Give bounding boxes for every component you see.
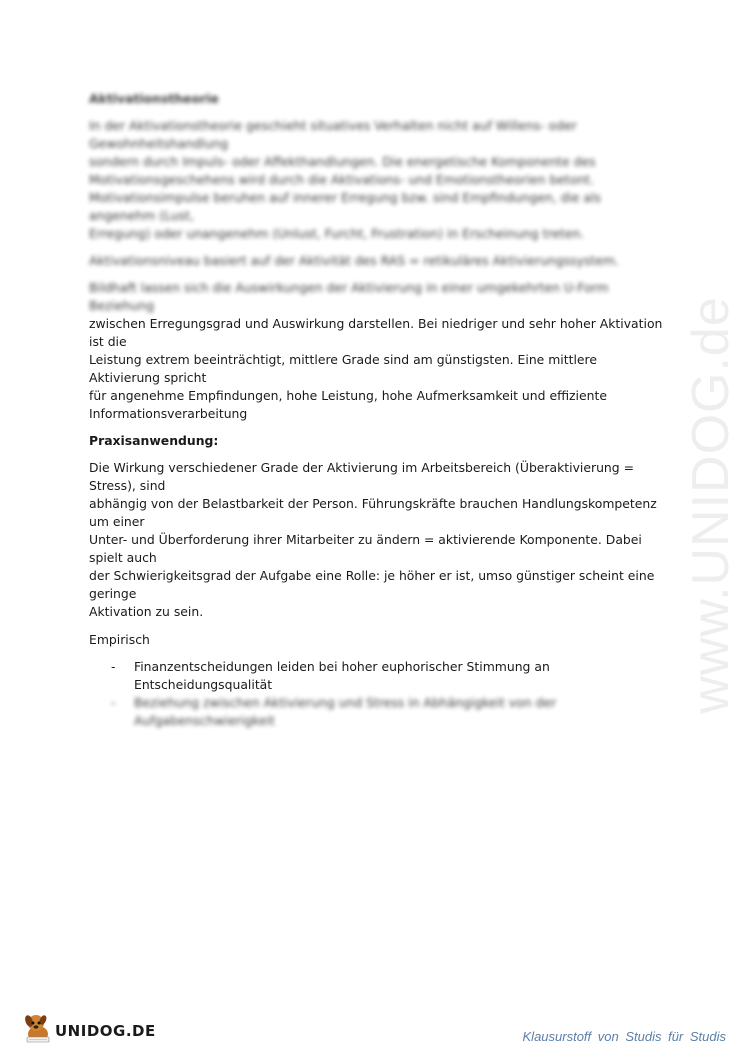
document-body: [89, 90, 669, 730]
text-line: Aktivation zu sein.: [89, 604, 204, 619]
section-heading-aktivationstheorie: Aktivationstheorie: [89, 91, 219, 106]
paragraph-intro: [89, 117, 669, 243]
text-line: der Schwierigkeitsgrad der Aufgabe eine Rolle: je höher er ist, umso günstiger scheint eine geringe: [89, 568, 655, 601]
watermark: [680, 270, 742, 740]
dog-mascot-icon: [22, 1010, 58, 1046]
watermark-text: www.UNIDOG.de: [682, 296, 740, 714]
text-line: Motivationsgeschehens wird durch die Aktivations- und Emotionstheorien betont.: [89, 172, 595, 187]
text-line: zwischen Erregungsgrad und Auswirkung darstellen. Bei niedriger und sehr hoher Aktivation ist die: [89, 316, 663, 349]
text-line-blurred: Bildhaft lassen sich die Auswirkungen der Aktivierung in einer umgekehrten U-Form Beziehung: [89, 280, 609, 313]
text-line: Unter- und Überforderung ihrer Mitarbeiter zu ändern = aktivierende Komponente. Dabei spielt auch: [89, 532, 642, 565]
list-item-text: Finanzentscheidungen leiden bei hoher euphorischer Stimmung an Entscheidungsqualität: [134, 659, 550, 692]
paragraph-ras: Aktivationsniveau basiert auf der Aktivität des RAS = retikuläres Aktivierungssystem.: [89, 253, 619, 268]
list-item-text: Beziehung zwischen Aktivierung und Stress in Abhängigkeit von der Aufgabenschwierigkeit: [134, 695, 557, 728]
text-line: Informationsverarbeitung: [89, 406, 248, 421]
list-item: [89, 658, 669, 694]
paragraph-praxis: [89, 459, 669, 621]
section-heading-praxisanwendung: Praxisanwendung:: [89, 433, 219, 448]
text-line: Leistung extrem beeinträchtigt, mittlere Grade sind am günstigsten. Eine mittlere Aktivierung spricht: [89, 352, 597, 385]
list-item-blurred: [89, 694, 669, 730]
list-dash: -: [111, 695, 116, 710]
text-line: sondern durch Impuls- oder Affekthandlungen. Die energetische Komponente des: [89, 154, 596, 169]
text-line: Die Wirkung verschiedener Grade der Aktivierung im Arbeitsbereich (Überaktivierung = Stress), sind: [89, 460, 634, 493]
text-line: für angenehme Empfindungen, hohe Leistung, hohe Aufmerksamkeit und effiziente: [89, 388, 607, 403]
list-dash: -: [111, 659, 116, 674]
text-line: In der Aktivationstheorie geschieht situatives Verhalten nicht auf Willens- oder Gewohnheitshandlung: [89, 118, 577, 151]
label-empirisch: Empirisch: [89, 632, 150, 647]
text-line: Motivationsimpulse beruhen auf innerer Erregung bzw. sind Empfindungen, die als angenehm (Lust,: [89, 190, 601, 223]
empirisch-list: [89, 658, 669, 730]
text-line: abhängig von der Belastbarkeit der Person. Führungskräfte brauchen Handlungskompetenz um einer: [89, 496, 657, 529]
footer-tagline: Klausurstoff von Studis für Studis: [522, 1029, 726, 1044]
text-line: Erregung) oder unangenehm (Unlust, Furcht, Frustration) in Erscheinung treten.: [89, 226, 585, 241]
unidog-logo: [22, 1010, 156, 1048]
paragraph-u-form: [89, 279, 669, 423]
logo-text: UNIDOG.DE: [55, 1022, 156, 1040]
